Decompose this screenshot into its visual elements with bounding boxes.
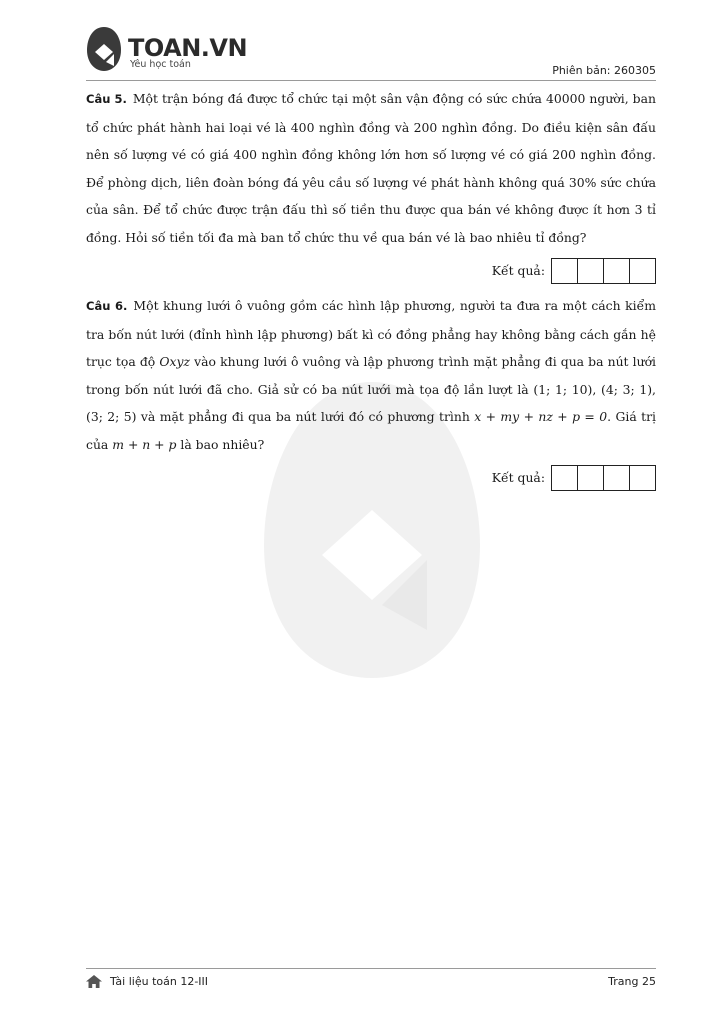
answer-box[interactable]: [629, 259, 655, 283]
question-6-text-part3: . Giá trị của: [86, 409, 656, 452]
answer-box[interactable]: [577, 466, 603, 490]
page-number: Trang 25: [608, 975, 656, 988]
question-6-label: Câu 6.: [86, 299, 128, 313]
page-header: [0, 0, 724, 80]
question-6-answer-label: Kết quả:: [491, 470, 545, 486]
question-5-label: Câu 5.: [86, 92, 127, 106]
footer-divider: [86, 968, 656, 969]
coordinate-system-math: Oxyz: [159, 354, 191, 369]
question-5: [86, 85, 656, 286]
question-6: [86, 292, 656, 493]
question-6-answer-boxes[interactable]: [551, 465, 656, 491]
brand-name: TOAN.VN: [128, 34, 248, 62]
header-divider: [86, 80, 656, 81]
question-6-answer-row: [86, 463, 656, 493]
question-6-text-part4: là bao nhiêu?: [176, 436, 265, 452]
question-5-answer-row: [86, 256, 656, 286]
plane-equation-math: x + my + nz + p = 0: [474, 409, 608, 424]
document-title: Tài liệu toán 12-III: [110, 975, 209, 988]
page-content: [86, 85, 656, 499]
answer-box[interactable]: [629, 466, 655, 490]
question-6-text-part1: Một khung lưới ô vuông gồm các hình lập phương, người ta đưa ra một cách kiểm tra bốn nút lưới (đỉnh hình lập phương) bất kì có đồng phẳng hay không bằng cách gắn hệ trục tọa độ: [86, 298, 657, 369]
brand-logo-icon: [86, 26, 122, 72]
answer-box[interactable]: [577, 259, 603, 283]
question-5-answer-boxes[interactable]: [551, 258, 656, 284]
page-footer: [86, 975, 656, 995]
question-6-text-part2: vào khung lưới ô vuông và lập phương trình mặt phẳng đi qua ba nút lưới trong bốn nút lưới đã cho. Giả sử có ba nút lưới mà tọa độ lần lượt là (1; 1; 10), (4; 3; 1), (3; 2; 5) và mặt phẳng đi qua ba nút lưới đó có phương trình: [86, 354, 657, 424]
question-5-text: Một trận bóng đá được tổ chức tại một sân vận động có sức chứa 40000 người, ban tổ chức phát hành hai loại vé là 400 nghìn đồng và 200 nghìn đồng. Do điều kiện sân đấu nên số lượng vé có giá 400 nghìn đồng không lớn hơn số lượng vé có giá 200 nghìn đồng. Để phòng dịch, liên đoàn bóng đá yêu cầu số lượng vé phát hành không quá 30% sức chứa của sân. Để tổ chức được trận đấu thì số tiền thu được qua bán vé không được ít hơn 3 tỉ đồng. Hỏi số tiền tối đa mà ban tổ chức thu về qua bán vé là bao nhiêu tỉ đồng?: [86, 91, 656, 245]
sum-expression-math: m + n + p: [112, 436, 177, 452]
brand-tagline: Yêu học toán: [130, 59, 191, 70]
answer-box[interactable]: [552, 466, 577, 490]
toanvn-logo: [86, 26, 248, 76]
answer-box[interactable]: [552, 259, 577, 283]
answer-box[interactable]: [603, 466, 629, 490]
answer-box[interactable]: [603, 259, 629, 283]
question-6-text-block: [86, 292, 656, 458]
home-icon: [86, 975, 102, 988]
version-label: Phiên bản: 260305: [552, 64, 656, 77]
question-5-text-block: [86, 85, 656, 251]
footer-left: [86, 975, 208, 988]
question-5-answer-label: Kết quả:: [491, 263, 545, 279]
